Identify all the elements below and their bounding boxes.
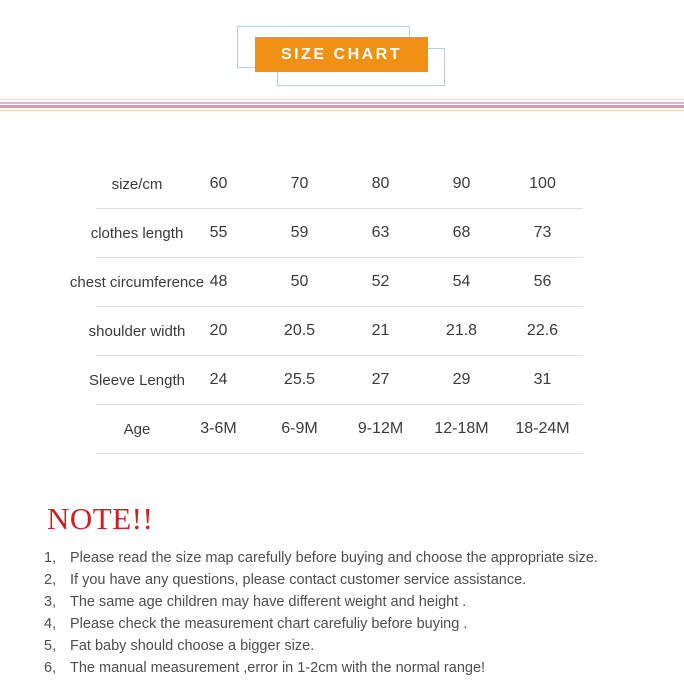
note-number: 1, xyxy=(44,550,57,566)
note-list xyxy=(44,547,660,679)
size-value: 60 xyxy=(209,175,228,192)
note-number: 3, xyxy=(44,594,57,610)
chest-value: 54 xyxy=(452,273,471,290)
size-chart-table xyxy=(69,160,583,454)
age-value: 18-24M xyxy=(515,420,570,437)
row-label: size/cm xyxy=(111,175,163,193)
chest-value: 50 xyxy=(290,273,309,290)
chest-value: 52 xyxy=(371,273,390,290)
row-label: shoulder width xyxy=(88,322,186,340)
clothes-length-value: 63 xyxy=(371,224,390,241)
note-item xyxy=(44,613,660,635)
shoulder-value: 22.6 xyxy=(526,322,559,339)
note-text: Fat baby should choose a bigger size. xyxy=(70,638,315,654)
note-text: Please check the measurement chart carefuliy before buying . xyxy=(70,616,468,632)
table-row-size xyxy=(96,160,583,209)
table-row-shoulder-width xyxy=(88,307,583,356)
sleeve-value: 31 xyxy=(533,371,552,388)
age-value: 9-12M xyxy=(357,420,404,437)
shoulder-value: 21.8 xyxy=(445,322,478,339)
note-item xyxy=(44,569,660,591)
clothes-length-value: 55 xyxy=(209,224,228,241)
age-value: 3-6M xyxy=(200,420,237,437)
row-label: Sleeve Length xyxy=(89,371,185,389)
note-text: Please read the size map carefully before buying and choose the appropriate size. xyxy=(70,550,598,566)
sleeve-value: 24 xyxy=(209,371,228,388)
age-value: 12-18M xyxy=(434,420,489,437)
note-item xyxy=(44,547,660,569)
table-row-clothes-length xyxy=(90,209,583,258)
note-item xyxy=(44,591,660,613)
sleeve-value: 25.5 xyxy=(283,371,316,388)
note-item xyxy=(44,657,660,679)
shoulder-value: 21 xyxy=(371,322,390,339)
divider-line-yellow-bottom xyxy=(0,110,684,111)
banner-title: SIZE CHART xyxy=(281,45,402,63)
sleeve-value: 29 xyxy=(452,371,471,388)
table-row-chest-circumference xyxy=(69,258,583,307)
decorative-divider xyxy=(0,99,684,111)
note-text: The manual measurement ,error in 1-2cm with the normal range! xyxy=(70,660,486,676)
note-number: 5, xyxy=(44,638,57,654)
shoulder-value: 20 xyxy=(209,322,228,339)
size-value: 90 xyxy=(452,175,471,192)
note-text: If you have any questions, please contact customer service assistance. xyxy=(70,572,527,588)
size-value: 80 xyxy=(371,175,390,192)
note-heading: NOTE!! xyxy=(47,501,154,536)
shoulder-value: 20.5 xyxy=(283,322,316,339)
age-value: 6-9M xyxy=(281,420,318,437)
row-label: Age xyxy=(123,420,151,438)
chest-value: 48 xyxy=(209,273,228,290)
clothes-length-value: 68 xyxy=(452,224,471,241)
table-row-age xyxy=(96,405,583,454)
clothes-length-value: 73 xyxy=(533,224,552,241)
clothes-length-value: 59 xyxy=(290,224,309,241)
note-number: 6, xyxy=(44,660,57,676)
note-number: 2, xyxy=(44,572,57,588)
note-item xyxy=(44,635,660,657)
size-value: 70 xyxy=(290,175,309,192)
size-chart-banner xyxy=(255,37,428,72)
row-label: clothes length xyxy=(90,224,184,242)
chest-value: 56 xyxy=(533,273,552,290)
table-row-sleeve-length xyxy=(89,356,583,405)
note-text: The same age children may have different weight and height . xyxy=(70,594,467,610)
note-number: 4, xyxy=(44,616,57,632)
row-label: chest circumference xyxy=(69,273,205,291)
sleeve-value: 27 xyxy=(371,371,390,388)
size-value: 100 xyxy=(529,175,556,192)
